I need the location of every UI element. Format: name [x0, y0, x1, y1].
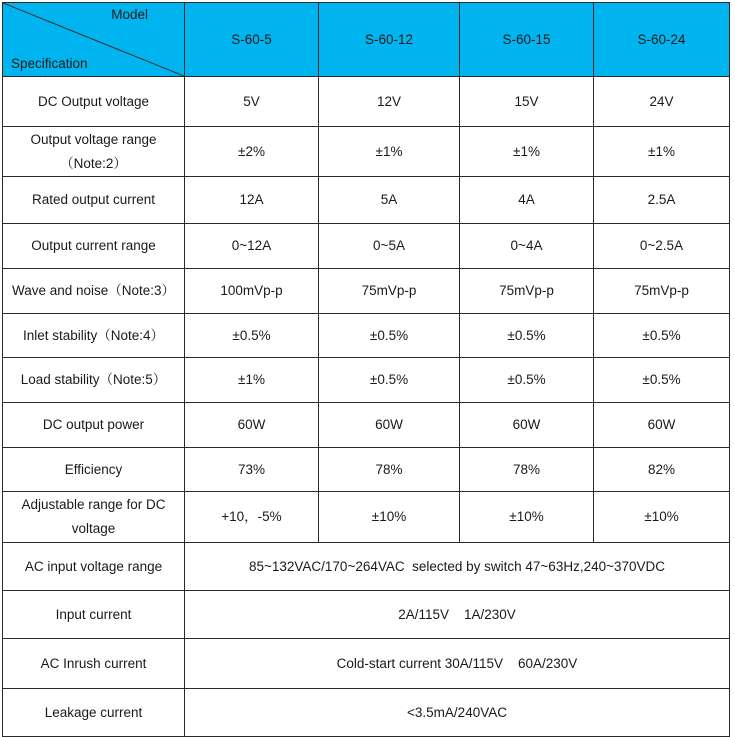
model-header: S-60-12: [319, 3, 460, 77]
value-cell: 12A: [185, 177, 319, 224]
value-cell: ±0.5%: [319, 314, 460, 358]
table-row: [3, 403, 730, 448]
value-cell: 0~4A: [460, 224, 594, 269]
table-row: [3, 77, 730, 127]
model-header: S-60-24: [594, 3, 730, 77]
value-cell: 4A: [460, 177, 594, 224]
table-row: [3, 543, 730, 591]
table-row: [3, 314, 730, 358]
table-row: [3, 492, 730, 543]
value-cell: 5V: [185, 77, 319, 127]
specification-label: Specification: [11, 56, 88, 71]
spec-label-cell: Inlet stability（Note:4）: [3, 314, 185, 358]
value-cell: 60W: [185, 403, 319, 448]
spec-label-cell: Output voltage range（Note:2）: [3, 127, 185, 177]
spec-table: [2, 2, 730, 737]
value-cell: ±0.5%: [460, 358, 594, 403]
merged-value-cell: <3.5mA/240VAC: [185, 689, 730, 737]
spec-label-cell: Rated output current: [3, 177, 185, 224]
value-cell: 2.5A: [594, 177, 730, 224]
value-cell: 0~12A: [185, 224, 319, 269]
value-cell: ±1%: [460, 127, 594, 177]
merged-value-cell: 85~132VAC/170~264VAC selected by switch 47~63Hz,240~370VDC: [185, 543, 730, 591]
value-cell: 15V: [460, 77, 594, 127]
value-cell: ±0.5%: [185, 314, 319, 358]
value-cell: 78%: [319, 448, 460, 492]
value-cell: 82%: [594, 448, 730, 492]
value-cell: 75mVp-p: [319, 269, 460, 314]
spec-label-cell: Wave and noise（Note:3）: [3, 269, 185, 314]
value-cell: ±0.5%: [594, 358, 730, 403]
value-cell: 0~2.5A: [594, 224, 730, 269]
merged-value-cell: 2A/115V 1A/230V: [185, 591, 730, 639]
table-row: [3, 639, 730, 689]
spec-label-cell: DC Output voltage: [3, 77, 185, 127]
table-row: [3, 224, 730, 269]
spec-label-cell: Input current: [3, 591, 185, 639]
model-header: S-60-5: [185, 3, 319, 77]
value-cell: ±10%: [319, 492, 460, 543]
value-cell: ±1%: [319, 127, 460, 177]
value-cell: ±0.5%: [460, 314, 594, 358]
spec-label-cell: Load stability（Note:5）: [3, 358, 185, 403]
value-cell: ±10%: [594, 492, 730, 543]
value-cell: ±1%: [594, 127, 730, 177]
table-row: [3, 269, 730, 314]
value-cell: 60W: [460, 403, 594, 448]
header-row: [3, 3, 730, 77]
value-cell: 100mVp-p: [185, 269, 319, 314]
value-cell: 75mVp-p: [594, 269, 730, 314]
spec-label-cell: Adjustable range for DC voltage: [3, 492, 185, 543]
table-row: [3, 591, 730, 639]
value-cell: 5A: [319, 177, 460, 224]
value-cell: 0~5A: [319, 224, 460, 269]
value-cell: ±10%: [460, 492, 594, 543]
value-cell: 75mVp-p: [460, 269, 594, 314]
spec-label-cell: DC output power: [3, 403, 185, 448]
table-row: [3, 127, 730, 177]
spec-label-cell: Leakage current: [3, 689, 185, 737]
value-cell: 12V: [319, 77, 460, 127]
corner-header-cell: [3, 3, 185, 77]
value-cell: 73%: [185, 448, 319, 492]
spec-label-cell: AC Inrush current: [3, 639, 185, 689]
value-cell: ±1%: [185, 358, 319, 403]
value-cell: ±0.5%: [319, 358, 460, 403]
spec-label-cell: AC input voltage range: [3, 543, 185, 591]
spec-label-cell: Output current range: [3, 224, 185, 269]
value-cell: +10，-5%: [185, 492, 319, 543]
value-cell: 60W: [594, 403, 730, 448]
spec-label-cell: Efficiency: [3, 448, 185, 492]
value-cell: 60W: [319, 403, 460, 448]
table-row: [3, 177, 730, 224]
model-header: S-60-15: [460, 3, 594, 77]
value-cell: 78%: [460, 448, 594, 492]
table-row: [3, 448, 730, 492]
value-cell: ±0.5%: [594, 314, 730, 358]
table-row: [3, 689, 730, 737]
value-cell: ±2%: [185, 127, 319, 177]
merged-value-cell: Cold-start current 30A/115V 60A/230V: [185, 639, 730, 689]
model-label: Model: [111, 7, 148, 22]
table-row: [3, 358, 730, 403]
value-cell: 24V: [594, 77, 730, 127]
